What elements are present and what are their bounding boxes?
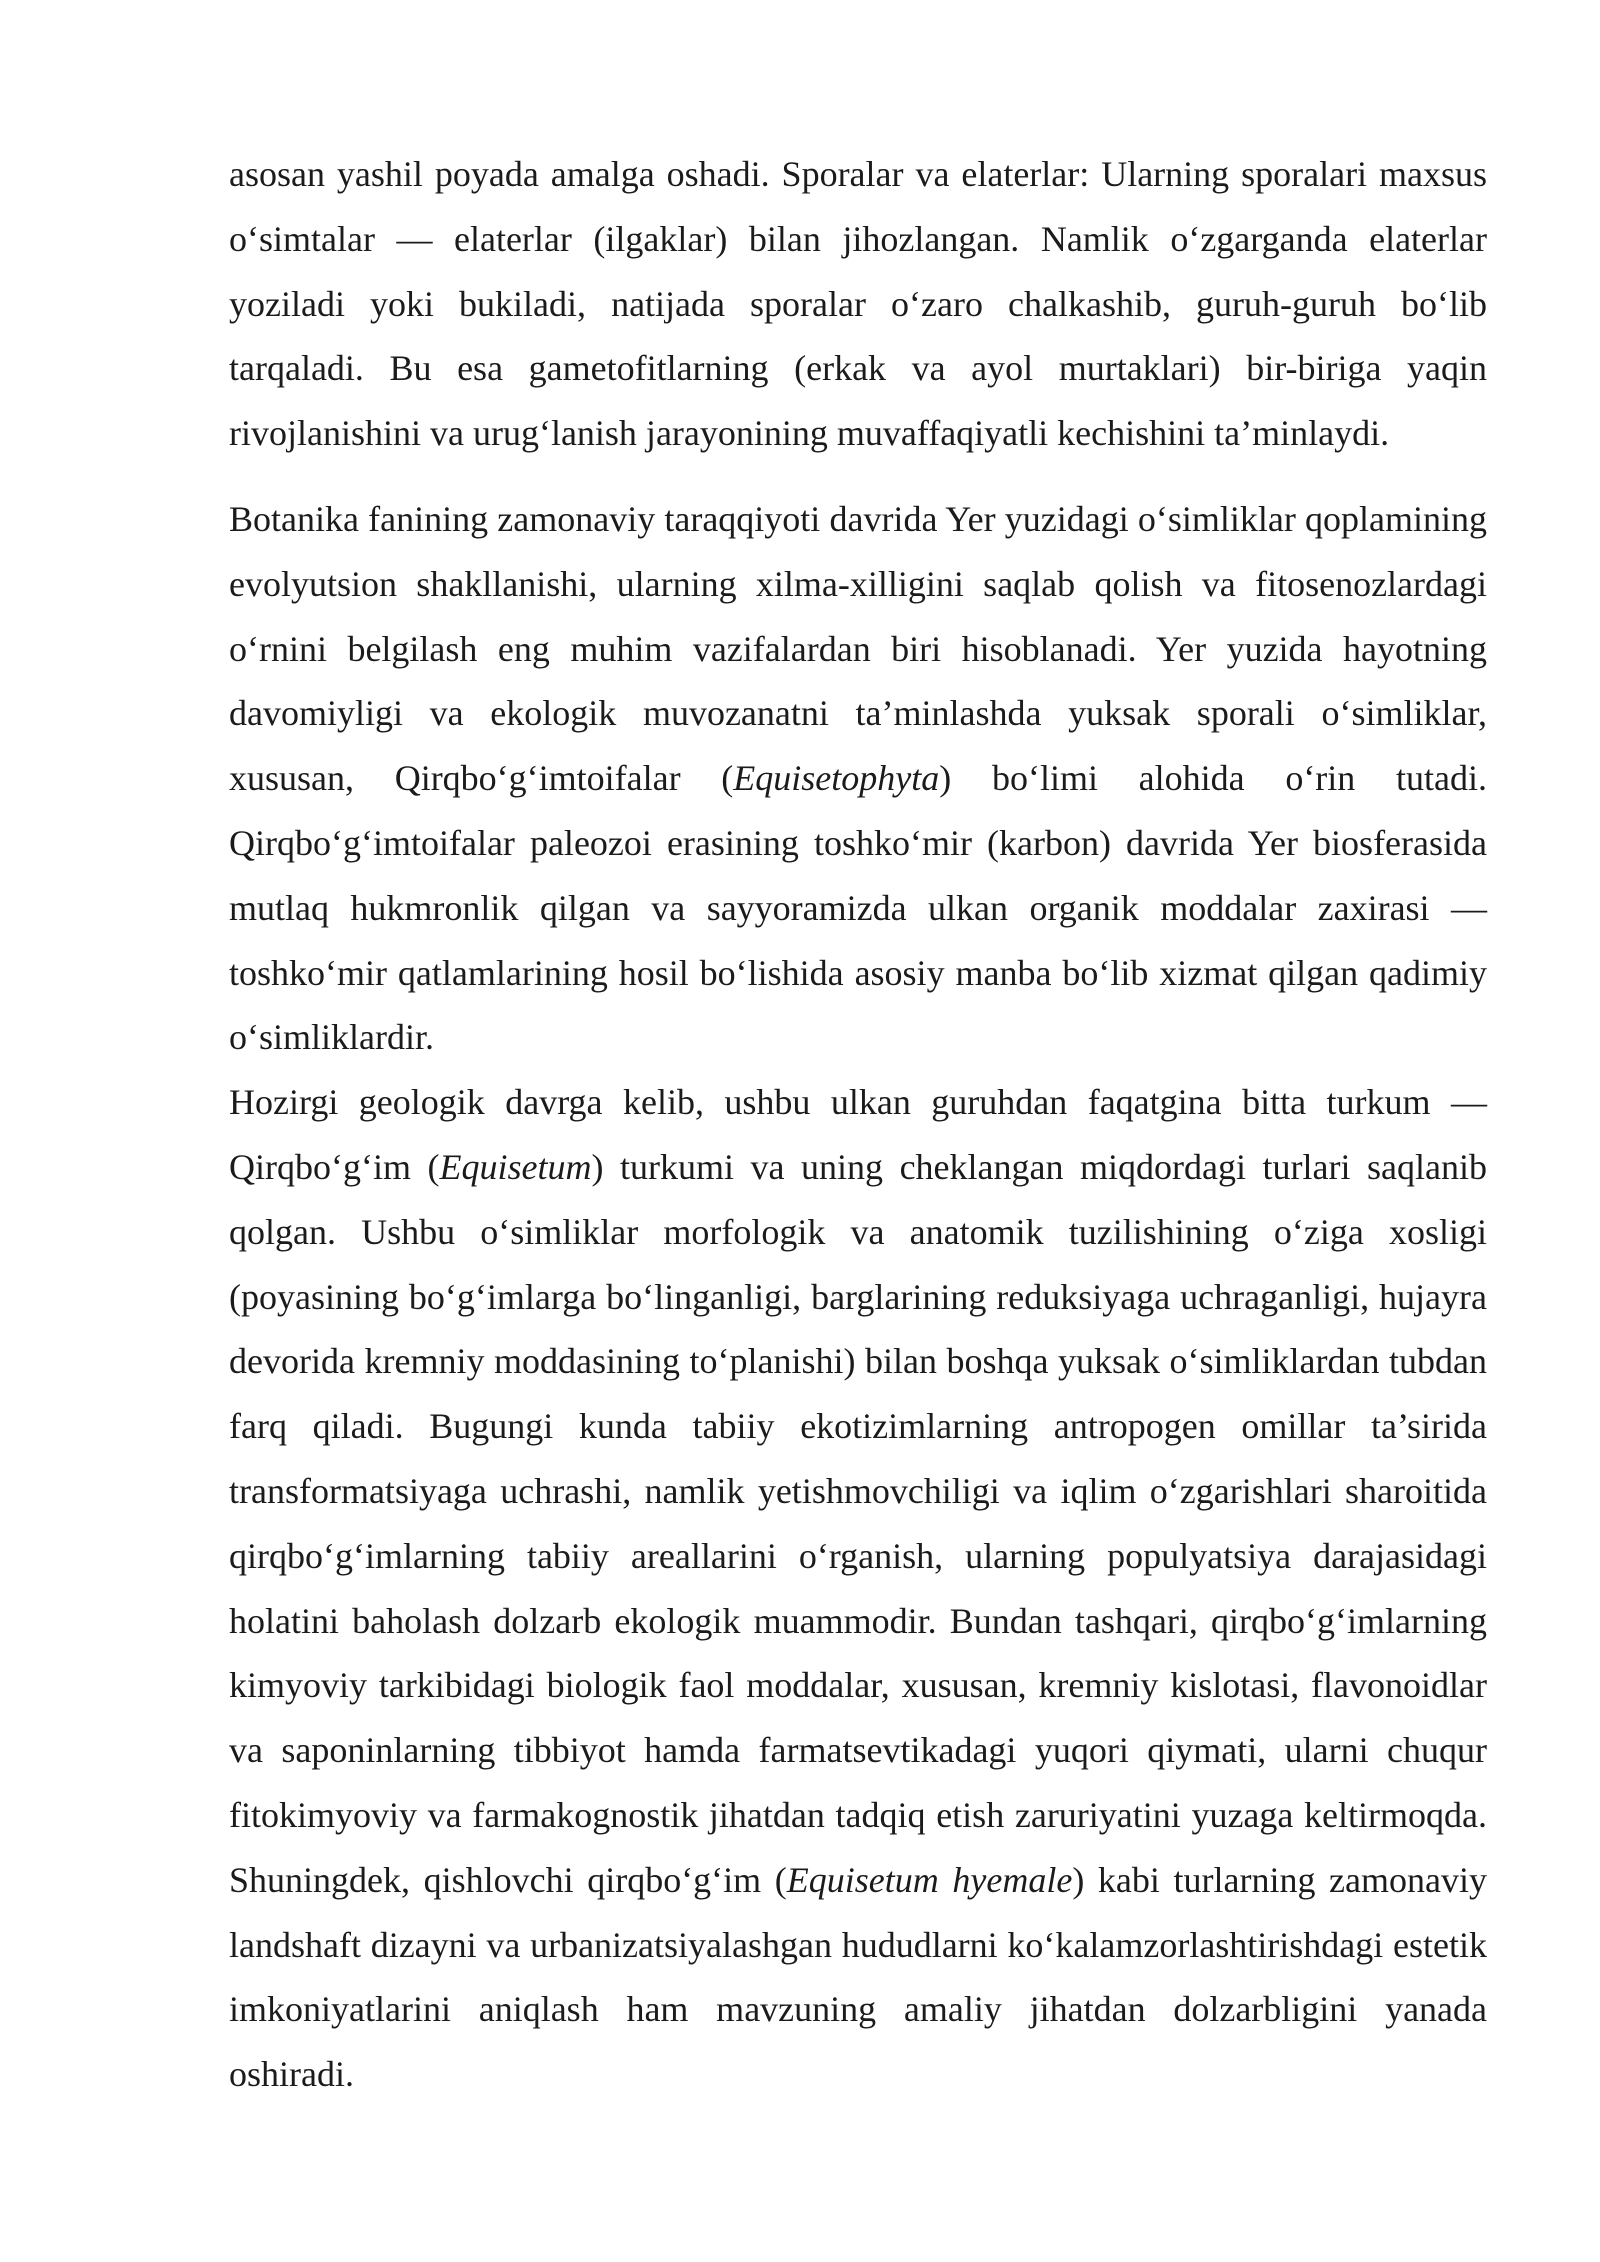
scientific-name: Equisetum hyemale — [786, 1859, 1073, 1900]
paragraph-botany-introduction — [229, 487, 1487, 1070]
scientific-name: Equisetophyta — [733, 758, 940, 799]
paragraph-equisetum-relevance — [229, 1070, 1487, 2107]
paragraph-spores-elaters — [229, 142, 1487, 466]
scientific-name: Equisetum — [439, 1146, 592, 1187]
paragraph-text: Hozirgi geologik davrga kelib, ushbu ulkan guruhdan faqatgina bitta turkum — Qirqbo‘g‘im ( — [229, 1082, 1487, 1187]
paragraph-text: asosan yashil poyada amalga oshadi. Sporalar va elaterlar: Ularning sporalari maxsus o‘simtalar — elaterlar (ilgaklar) bilan jihozlangan. Namlik o‘zgarganda elaterlar yoziladi yoki bukiladi, natijada sporalar o‘zaro chalkashib, guruh-guruh bo‘lib tarqaladi. Bu esa gametofitlarning (erkak va ayol murtaklari) bir-biriga yaqin rivojlanishini va urug‘lanish jarayonining muvaffaqiyatli kechishini ta’minlaydi. — [229, 154, 1487, 454]
paragraph-text: Botanika fanining zamonaviy taraqqiyoti davrida Yer yuzidagi o‘simliklar qoplamining evolyutsion shakllanishi, ularning xilma-xilligini saqlab qolish va fitosenozlardagi o‘rnini belgilash eng muhim vazifalardan biri hisoblanadi. Yer yuzida hayotning davomiyligi va ekologik muvozanatni ta’minlashda yuksak sporali o‘simliklar, xususan, Qirqbo‘g‘imtoifalar ( — [229, 498, 1487, 799]
paragraph-text: ) bo‘limi alohida o‘rin tutadi. Qirqbo‘g‘imtoifalar paleozoi erasining toshko‘mir (karbon) davrida Yer biosferasida mutlaq hukmronlik qilgan va sayyoramizda ulkan organik moddalar zaxirasi — toshko‘mir qatlamlarining hosil bo‘lishida asosiy manba bo‘lib xizmat qilgan qadimiy o‘simliklardir. — [229, 758, 1487, 1058]
paragraph-text: ) turkumi va uning cheklangan miqdordagi turlari saqlanib qolgan. Ushbu o‘simliklar morfologik va anatomik tuzilishining o‘ziga xosligi (poyasining bo‘g‘imlarga bo‘linganligi, barglarining reduksiyaga uchraganligi, hujayra devorida kremniy moddasining to‘planishi) bilan boshqa yuksak o‘simliklardan tubdan farq qiladi. Bugungi kunda tabiiy ekotizimlarning antropogen omillar ta’sirida transformatsiyaga uchrashi, namlik yetishmovchiligi va iqlim o‘zgarishlari sharoitida qirqbo‘g‘imlarning tabiiy areallarini o‘rganish, ularning populyatsiya darajasidagi holatini baholash dolzarb ekologik muammodir. Bundan tashqari, qirqbo‘g‘imlarning kimyoviy tarkibidagi biologik faol moddalar, xususan, kremniy kislotasi, flavonoidlar va saponinlarning tibbiyot hamda farmatsevtikadagi yuqori qiymati, ularni chuqur fitokimyoviy va farmakognostik jihatdan tadqiq etish zaruriyatini yuzaga keltirmoqda. Shuningdek, qishlovchi qirqbo‘g‘im ( — [229, 1146, 1487, 1900]
document-page — [229, 142, 1487, 2107]
paragraph-text: ) kabi turlarning zamonaviy landshaft dizayni va urbanizatsiyalashgan hududlarni ko‘kalamzorlashtirishdagi estetik imkoniyatlarini aniqlash ham mavzuning amaliy jihatdan dolzarbligini yanada oshiradi. — [229, 1859, 1487, 2095]
